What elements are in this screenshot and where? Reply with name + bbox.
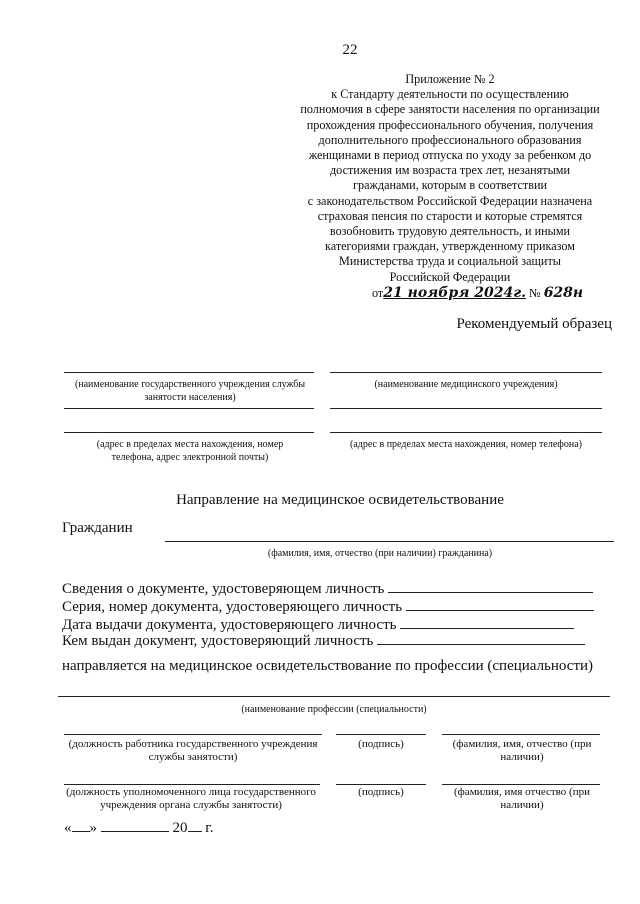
appendix-line: Приложение № 2 xyxy=(405,72,495,86)
position-caption-1: (должность работника государственного учреждения службы занятости) xyxy=(68,738,318,763)
document-issuer-label: Кем выдан документ, удостоверяющий личность xyxy=(62,633,374,649)
profession-caption: (наименование профессии (специальности) xyxy=(241,704,427,715)
appendix-line: прохождения профессионального обучения, получения xyxy=(306,117,594,132)
page-number: 22 xyxy=(342,42,358,58)
document-info-field xyxy=(62,578,593,598)
document-issuer-input-line[interactable] xyxy=(377,630,585,645)
document-issuer-field xyxy=(62,630,585,650)
address-caption-left: (адрес в пределах места нахождения, номер телефона, адрес электронной почты) xyxy=(96,439,284,463)
institution-caption-left: (наименование государственного учреждения службы занятости населения) xyxy=(74,379,306,403)
institution-extra-line-left[interactable] xyxy=(64,408,314,409)
document-issue-date-label: Дата выдачи документа, удостоверяющего личность xyxy=(62,617,397,633)
appendix-header xyxy=(280,72,620,301)
directed-text: направляется на медицинское освидетельствование по профессии (специальности) xyxy=(62,658,594,674)
year-prefix: 20 xyxy=(172,820,188,836)
appendix-line: полномочия в сфере занятости населения по организации xyxy=(300,102,600,117)
citizen-name-line[interactable] xyxy=(165,541,614,542)
document-title: Направление на медицинское освидетельствование xyxy=(176,492,504,508)
order-date-line xyxy=(280,286,620,301)
appendix-line: страховая пенсия по старости и которые стремятся xyxy=(317,208,583,223)
appendix-line: гражданами, которым в соответствии xyxy=(353,178,547,193)
document-series-field xyxy=(62,596,594,616)
address-line-left[interactable] xyxy=(64,432,314,433)
address-caption-right: (адрес в пределах места нахождения, номер телефона) xyxy=(350,439,582,450)
document-info-input-line[interactable] xyxy=(388,578,593,593)
institution-extra-line-right[interactable] xyxy=(330,408,602,409)
signature-line-1[interactable] xyxy=(336,734,426,735)
profession-line[interactable] xyxy=(58,696,610,697)
address-line-right[interactable] xyxy=(330,432,602,433)
date-open-quote: « xyxy=(64,820,72,836)
institution-name-line-right[interactable] xyxy=(330,372,602,373)
institution-name-line-left[interactable] xyxy=(64,372,314,373)
appendix-line: с законодательством Российской Федерации назначена xyxy=(307,193,593,208)
day-input-line[interactable] xyxy=(72,817,90,832)
appendix-line: возобновить трудовую деятельность, и иными xyxy=(329,224,571,239)
handwritten-date: 21 ноября 2024г. xyxy=(383,284,526,301)
appendix-line: категориями граждан, утвержденному приказом xyxy=(324,239,575,254)
document-issue-date-input-line[interactable] xyxy=(400,614,574,629)
signature-line-2[interactable] xyxy=(336,784,426,785)
citizen-caption: (фамилия, имя, отчество (при наличии) гражданина) xyxy=(267,548,493,559)
appendix-line: дополнительного профессионального образования xyxy=(318,132,582,147)
institution-caption-right: (наименование медицинского учреждения) xyxy=(374,379,558,390)
position-line-1[interactable] xyxy=(64,734,322,735)
fullname-line-2[interactable] xyxy=(442,784,600,785)
number-prefix: № xyxy=(529,285,541,300)
fullname-caption-1: (фамилия, имя, отчество (при наличии) xyxy=(452,738,592,763)
date-prefix: от xyxy=(372,285,384,300)
fullname-line-1[interactable] xyxy=(442,734,600,735)
document-series-label: Серия, номер документа, удостоверяющего личность xyxy=(62,599,403,615)
fullname-caption-2: (фамилия, имя отчество (при наличии) xyxy=(454,786,590,811)
position-caption-2: (должность уполномоченного лица государственного учреждения органа службы занятости) xyxy=(66,786,316,811)
appendix-line: достижения им возраста трех лет, незанятыми xyxy=(329,163,571,178)
appendix-line: Министерства труда и социальной защиты xyxy=(339,254,561,269)
signature-caption-1: (подпись) xyxy=(358,738,404,750)
recommended-sample-label: Рекомендуемый образец xyxy=(456,316,612,332)
position-line-2[interactable] xyxy=(64,784,320,785)
date-field xyxy=(64,817,213,837)
year-input-line[interactable] xyxy=(188,817,202,832)
month-input-line[interactable] xyxy=(101,817,169,832)
appendix-line: к Стандарту деятельности по осуществлению xyxy=(331,87,569,102)
handwritten-number: 628н xyxy=(543,284,584,301)
year-suffix: г. xyxy=(205,820,214,836)
signature-caption-2: (подпись) xyxy=(358,786,404,798)
document-series-input-line[interactable] xyxy=(406,596,594,611)
citizen-label: Гражданин xyxy=(62,520,133,536)
appendix-line: Российской Федерации xyxy=(389,269,511,284)
date-close-quote: » xyxy=(89,820,97,836)
document-info-label: Сведения о документе, удостоверяющем личность xyxy=(62,581,385,597)
appendix-line: женщинами в период отпуска по уходу за ребенком до xyxy=(308,148,592,163)
